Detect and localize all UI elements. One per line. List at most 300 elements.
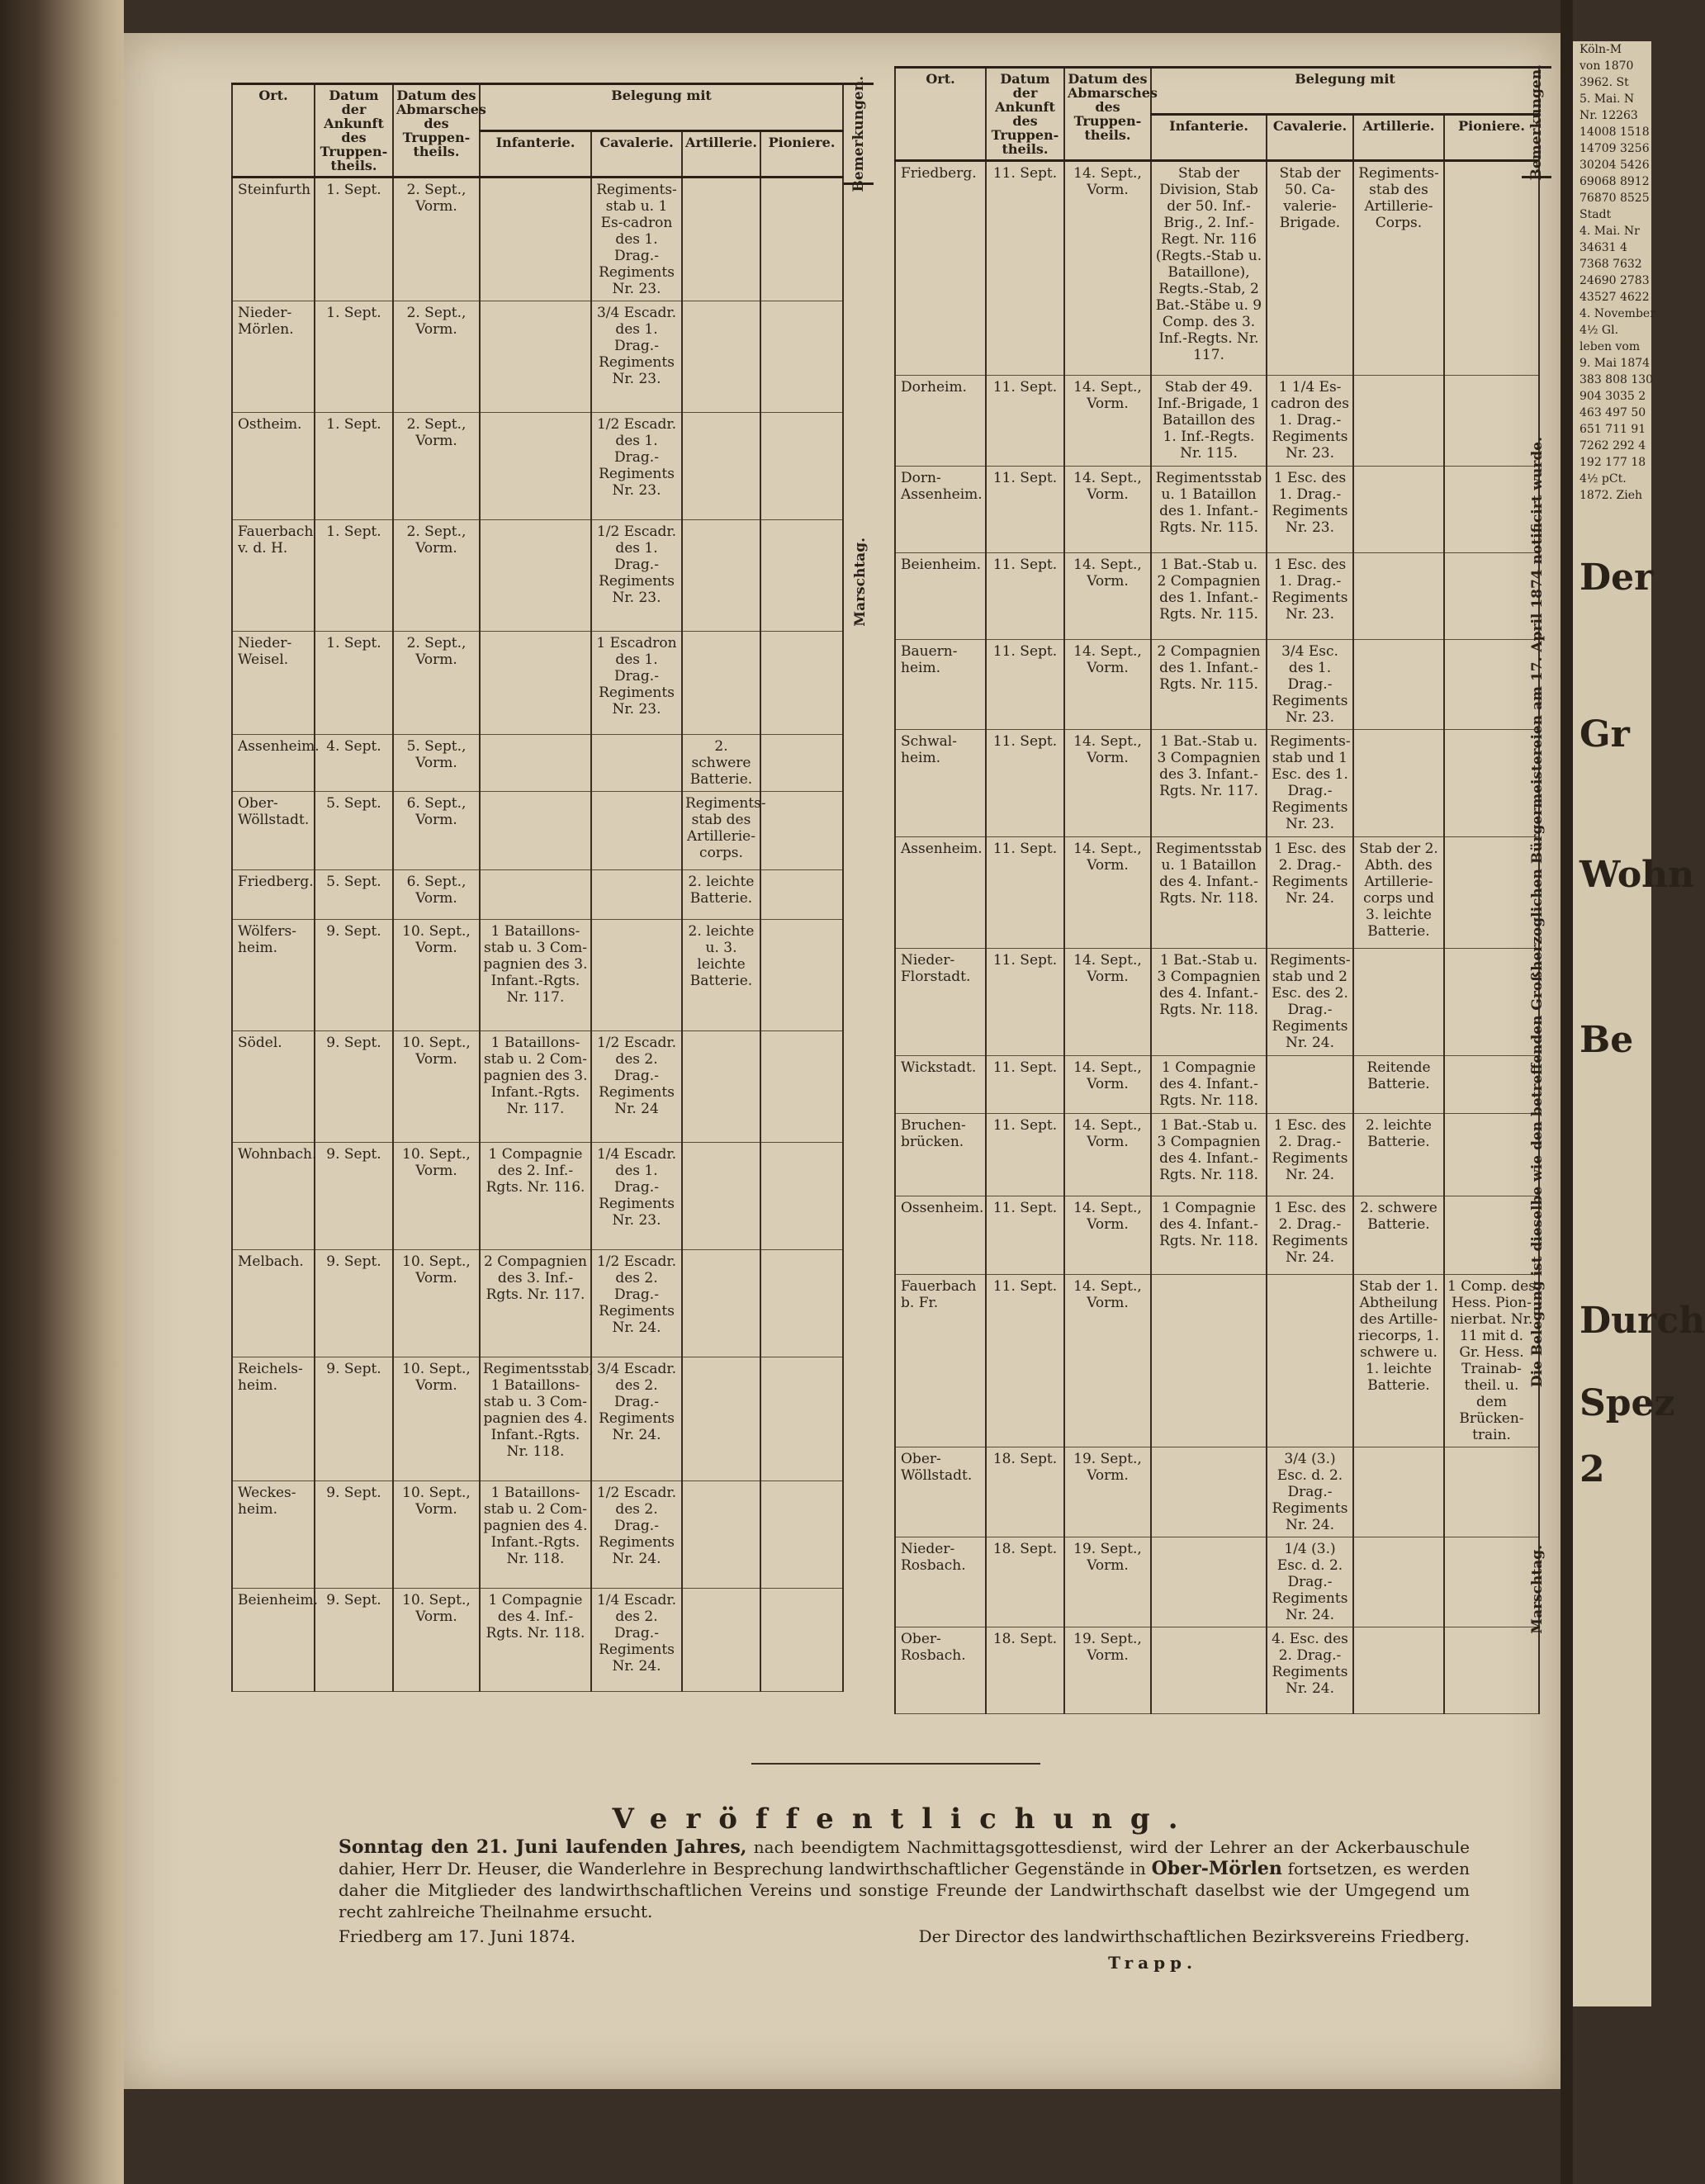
cell-ort: Assenheim. xyxy=(232,735,315,792)
table-row xyxy=(232,178,843,301)
cell-pioniere xyxy=(760,1481,843,1589)
cell-pioniere xyxy=(760,792,843,870)
next-page-line: 463 497 50 xyxy=(1579,406,1646,419)
cell-ort: Schwal-heim. xyxy=(895,730,986,837)
next-page-heading: Durch xyxy=(1579,1300,1705,1342)
header-infanterie: Infanterie. xyxy=(480,130,591,178)
cell-artillerie xyxy=(682,1143,760,1250)
cell-arrival: 1. Sept. xyxy=(315,632,393,735)
next-page-heading: Gr xyxy=(1579,713,1630,756)
next-page-line: 4½ pCt. xyxy=(1579,472,1627,486)
cell-ort: Bauern-heim. xyxy=(895,640,986,730)
cell-departure: 2. Sept., Vorm. xyxy=(393,178,480,301)
cell-arrival: 11. Sept. xyxy=(986,376,1064,467)
cell-infanterie xyxy=(480,413,591,520)
table-row xyxy=(232,520,843,632)
next-page-heading: Be xyxy=(1579,1019,1634,1061)
cell-ort: Fauerbach v. d. H. xyxy=(232,520,315,632)
table-row xyxy=(895,376,1539,467)
cell-arrival: 9. Sept. xyxy=(315,1589,393,1692)
cell-ort: Wohnbach. xyxy=(232,1143,315,1250)
next-page-line: 14008 1518 xyxy=(1579,126,1650,139)
table-row xyxy=(895,730,1539,837)
cell-ort: Melbach. xyxy=(232,1250,315,1357)
cell-pioniere: 1 Comp. des Hess. Pion-nierbat. Nr. 11 mit d. Gr. Hess. Trainab-theil. u. dem Brücken-train. xyxy=(1444,1275,1539,1447)
next-page-line: 5. Mai. N xyxy=(1579,92,1635,106)
table-row xyxy=(232,735,843,792)
cell-arrival: 1. Sept. xyxy=(315,413,393,520)
header-cavalerie: Cavalerie. xyxy=(1267,114,1353,161)
cell-arrival: 1. Sept. xyxy=(315,301,393,413)
cell-departure: 5. Sept., Vorm. xyxy=(393,735,480,792)
next-page-line: 24690 2783 xyxy=(1579,274,1650,287)
cell-arrival: 18. Sept. xyxy=(986,1537,1064,1627)
table-row xyxy=(895,1537,1539,1627)
cell-cavalerie: 1/2 Escadr. des 2. Drag.-Regiments Nr. 24 xyxy=(591,1031,682,1143)
cell-arrival: 11. Sept. xyxy=(986,1114,1064,1196)
cell-pioniere xyxy=(760,735,843,792)
next-page-heading: 2 xyxy=(1579,1448,1605,1490)
cell-artillerie xyxy=(1353,730,1444,837)
quartering-table-left xyxy=(231,83,844,1692)
cell-cavalerie: Regiments-stab und 2 Esc. des 2. Drag.-Regiments Nr. 24. xyxy=(1267,949,1353,1056)
next-page-line: Stadt xyxy=(1579,208,1612,221)
cell-departure: 14. Sept., Vorm. xyxy=(1064,949,1151,1056)
cell-arrival: 5. Sept. xyxy=(315,870,393,920)
table-row xyxy=(232,1250,843,1357)
cell-arrival: 1. Sept. xyxy=(315,178,393,301)
cell-artillerie xyxy=(1353,376,1444,467)
cell-pioniere xyxy=(760,301,843,413)
table-row xyxy=(232,870,843,920)
next-page-line: Köln-M xyxy=(1579,43,1622,56)
cell-departure: 14. Sept., Vorm. xyxy=(1064,376,1151,467)
cell-artillerie: Reitende Batterie. xyxy=(1353,1056,1444,1114)
cell-infanterie xyxy=(480,520,591,632)
cell-infanterie: Regimentsstab u. 1 Bataillon des 1. Infant.-Rgts. Nr. 115. xyxy=(1151,467,1267,553)
cell-artillerie xyxy=(682,178,760,301)
cell-artillerie: Regiments-stab des Artillerie-corps. xyxy=(682,792,760,870)
cell-cavalerie: Stab der 50. Ca-valerie-Brigade. xyxy=(1267,161,1353,376)
marschtag-text: Marschtag. xyxy=(852,538,869,627)
next-page-line: 9. Mai 1874 xyxy=(1579,357,1651,370)
cell-infanterie xyxy=(1151,1447,1267,1537)
table-row xyxy=(895,1447,1539,1537)
cell-infanterie xyxy=(1151,1627,1267,1714)
cell-departure: 14. Sept., Vorm. xyxy=(1064,553,1151,640)
table-row xyxy=(232,1357,843,1481)
cell-departure: 19. Sept., Vorm. xyxy=(1064,1447,1151,1537)
bemerkungen-label: Bemerkungen. xyxy=(850,75,867,192)
cell-cavalerie: 3/4 Esc. des 1. Drag.-Regiments Nr. 23. xyxy=(1267,640,1353,730)
announcement-title: Veröffentlichung. xyxy=(612,1803,1196,1836)
table-row xyxy=(232,1481,843,1589)
cell-departure: 14. Sept., Vorm. xyxy=(1064,161,1151,376)
cell-artillerie xyxy=(682,301,760,413)
table-row xyxy=(232,1031,843,1143)
section-divider xyxy=(751,1763,1040,1765)
table-row xyxy=(232,632,843,735)
cell-pioniere xyxy=(760,1357,843,1481)
cell-ort: Steinfurth xyxy=(232,178,315,301)
cell-arrival: 11. Sept. xyxy=(986,1056,1064,1114)
cell-cavalerie: 1/4 (3.) Esc. d. 2. Drag.-Regiments Nr. 24. xyxy=(1267,1537,1353,1627)
header-arrival-date: Datum der Ankunft des Truppen-theils. xyxy=(315,84,393,178)
cell-ort: Ober-Rosbach. xyxy=(895,1627,986,1714)
header-pioniere: Pioniere. xyxy=(760,130,843,178)
cell-artillerie: 2. leichte u. 3. leichte Batterie. xyxy=(682,920,760,1031)
cell-pioniere xyxy=(760,632,843,735)
table-row xyxy=(232,920,843,1031)
cell-ort: Wickstadt. xyxy=(895,1056,986,1114)
cell-cavalerie: 1/4 Escadr. des 1. Drag.-Regiments Nr. 23. xyxy=(591,1143,682,1250)
cell-cavalerie xyxy=(591,735,682,792)
next-page-line: 904 3035 2 xyxy=(1579,390,1646,403)
announcement-name: Trapp. xyxy=(1108,1953,1197,1973)
cell-infanterie: 2 Compagnien des 3. Inf.-Rgts. Nr. 117. xyxy=(480,1250,591,1357)
header-ort: Ort. xyxy=(895,68,986,161)
cell-artillerie: Regiments-stab des Artillerie-Corps. xyxy=(1353,161,1444,376)
header-belegung: Belegung mit xyxy=(480,84,843,131)
cell-artillerie xyxy=(682,413,760,520)
cell-pioniere xyxy=(760,920,843,1031)
cell-cavalerie xyxy=(591,792,682,870)
header-artillerie: Artillerie. xyxy=(682,130,760,178)
marschtag-label-right xyxy=(1523,1536,1551,1643)
cell-departure: 14. Sept., Vorm. xyxy=(1064,1275,1151,1447)
next-page-line: 4½ Gl. xyxy=(1579,324,1619,337)
cell-departure: 14. Sept., Vorm. xyxy=(1064,1114,1151,1196)
cell-ort: Friedberg. xyxy=(232,870,315,920)
cell-ort: Beienheim. xyxy=(895,553,986,640)
cell-ort: Ober-Wöllstadt. xyxy=(232,792,315,870)
cell-infanterie: 1 Bataillons-stab u. 2 Com-pagnien des 3. Infant.-Rgts. Nr. 117. xyxy=(480,1031,591,1143)
side-note-text: Die Belegung ist dieselbe wie den betreffenden Großherzoglichen Bürgermeistereien am 17. April 1874 notificirt wurde. xyxy=(1529,437,1546,1388)
cell-cavalerie: 1 Escadron des 1. Drag.-Regiments Nr. 23. xyxy=(591,632,682,735)
cell-pioniere xyxy=(760,1589,843,1692)
marschtag-text: Marschtag. xyxy=(1529,1545,1546,1634)
page-gutter xyxy=(1561,0,1573,2184)
cell-pioniere xyxy=(760,1143,843,1250)
cell-artillerie: 2. schwere Batterie. xyxy=(1353,1196,1444,1275)
cell-departure: 2. Sept., Vorm. xyxy=(393,632,480,735)
announcement xyxy=(339,1803,1470,1973)
cell-arrival: 5. Sept. xyxy=(315,792,393,870)
cell-ort: Nieder-Mörlen. xyxy=(232,301,315,413)
cell-ort: Weckes-heim. xyxy=(232,1481,315,1589)
cell-cavalerie xyxy=(591,920,682,1031)
cell-departure: 10. Sept., Vorm. xyxy=(393,1357,480,1481)
cell-artillerie xyxy=(1353,949,1444,1056)
cell-artillerie xyxy=(1353,1537,1444,1627)
cell-arrival: 11. Sept. xyxy=(986,467,1064,553)
cell-infanterie: Regimentsstab, 1 Bataillons-stab u. 3 Com-pagnien des 4. Infant.-Rgts. Nr. 118. xyxy=(480,1357,591,1481)
announcement-date: Friedberg am 17. Juni 1874. xyxy=(339,1926,576,1946)
cell-departure: 14. Sept., Vorm. xyxy=(1064,467,1151,553)
next-page-line: leben vom xyxy=(1579,340,1641,353)
header-artillerie: Artillerie. xyxy=(1353,114,1444,161)
cell-arrival: 9. Sept. xyxy=(315,1031,393,1143)
cell-infanterie xyxy=(480,178,591,301)
cell-artillerie xyxy=(1353,1447,1444,1537)
header-infanterie: Infanterie. xyxy=(1151,114,1267,161)
header-bemerkungen-left xyxy=(844,75,874,192)
next-page-heading: Spez xyxy=(1579,1382,1675,1424)
cell-infanterie: Stab der 49. Inf.-Brigade, 1 Bataillon des 1. Inf.-Regts. Nr. 115. xyxy=(1151,376,1267,467)
cell-departure: 10. Sept., Vorm. xyxy=(393,1250,480,1357)
announcement-signature-line xyxy=(339,1926,1470,1947)
cell-ort: Beienheim. xyxy=(232,1589,315,1692)
next-page-line: 14709 3256 xyxy=(1579,142,1650,155)
cell-cavalerie: 1 Esc. des 2. Drag.-Regiments Nr. 24. xyxy=(1267,1114,1353,1196)
cell-cavalerie: 1 Esc. des 1. Drag.-Regiments Nr. 23. xyxy=(1267,467,1353,553)
next-page-line: von 1870 xyxy=(1579,59,1634,73)
table-row xyxy=(895,640,1539,730)
cell-artillerie xyxy=(1353,1627,1444,1714)
cell-ort: Fauerbach b. Fr. xyxy=(895,1275,986,1447)
cell-cavalerie: 3/4 Escadr. des 1. Drag.-Regiments Nr. 23. xyxy=(591,301,682,413)
cell-artillerie xyxy=(682,1357,760,1481)
cell-infanterie: 1 Bat.-Stab u. 3 Compagnien des 3. Infant.-Rgts. Nr. 117. xyxy=(1151,730,1267,837)
cell-arrival: 4. Sept. xyxy=(315,735,393,792)
cell-ort: Nieder-Florstadt. xyxy=(895,949,986,1056)
cell-cavalerie: 4. Esc. des 2. Drag.-Regiments Nr. 24. xyxy=(1267,1627,1353,1714)
next-page-line: 7368 7632 xyxy=(1579,258,1642,271)
cell-infanterie xyxy=(1151,1275,1267,1447)
announcement-text-1: nach beendigtem Nachmittagsgottesdienst, wird der Lehrer an der Ackerbauschule dahier, Herr Dr. Heuser, die Wanderlehre in Besprechung landwirthschaftlicher Gegenstände in xyxy=(339,1837,1470,1878)
cell-infanterie xyxy=(1151,1537,1267,1627)
announcement-lead: Sonntag den 21. Juni laufenden Jahres, xyxy=(339,1836,747,1858)
table-row xyxy=(232,1143,843,1250)
cell-pioniere xyxy=(760,1250,843,1357)
cell-ort: Nieder-Rosbach. xyxy=(895,1537,986,1627)
next-page-line: 383 808 130 xyxy=(1579,373,1654,386)
cell-cavalerie: Regiments-stab und 1 Esc. des 1. Drag.-Regiments Nr. 23. xyxy=(1267,730,1353,837)
table-row xyxy=(232,1589,843,1692)
table-row xyxy=(232,413,843,520)
table-row xyxy=(895,1114,1539,1196)
header-pioniere: Pioniere. xyxy=(1444,114,1539,161)
table-row xyxy=(895,1627,1539,1714)
cell-ort: Assenheim. xyxy=(895,837,986,949)
cell-cavalerie xyxy=(1267,1275,1353,1447)
cell-arrival: 11. Sept. xyxy=(986,161,1064,376)
cell-cavalerie: 1/4 Escadr. des 2. Drag.-Regiments Nr. 24. xyxy=(591,1589,682,1692)
cell-arrival: 9. Sept. xyxy=(315,1357,393,1481)
cell-infanterie xyxy=(480,792,591,870)
table-row xyxy=(232,301,843,413)
cell-artillerie: 2. leichte Batterie. xyxy=(1353,1114,1444,1196)
next-page-line: 651 711 91 xyxy=(1579,423,1646,436)
table-row xyxy=(895,467,1539,553)
cell-infanterie: 1 Bat.-Stab u. 2 Compagnien des 1. Infant.-Rgts. Nr. 115. xyxy=(1151,553,1267,640)
cell-ort: Friedberg. xyxy=(895,161,986,376)
cell-artillerie xyxy=(682,520,760,632)
next-page-line: 192 177 18 xyxy=(1579,456,1646,469)
header-cavalerie: Cavalerie. xyxy=(591,130,682,178)
cell-arrival: 11. Sept. xyxy=(986,640,1064,730)
cell-infanterie: 2 Compagnien des 1. Infant.-Rgts. Nr. 115. xyxy=(1151,640,1267,730)
cell-pioniere xyxy=(760,178,843,301)
next-page-fragment xyxy=(1573,41,1705,2006)
table-row xyxy=(895,1275,1539,1447)
header-belegung: Belegung mit xyxy=(1151,68,1539,115)
cell-artillerie: Stab der 2. Abth. des Artillerie-corps und 3. leichte Batterie. xyxy=(1353,837,1444,949)
cell-infanterie: 1 Compagnie des 2. Inf.-Rgts. Nr. 116. xyxy=(480,1143,591,1250)
next-page-line: 3962. St xyxy=(1579,76,1629,89)
table-header-row xyxy=(895,68,1539,115)
cell-arrival: 9. Sept. xyxy=(315,1143,393,1250)
cell-infanterie: Regimentsstab u. 1 Bataillon des 4. Infant.-Rgts. Nr. 118. xyxy=(1151,837,1267,949)
cell-infanterie xyxy=(480,301,591,413)
cell-artillerie: 2. schwere Batterie. xyxy=(682,735,760,792)
marschtag-label-left xyxy=(846,524,874,640)
header-departure-date: Datum des Abmarsches des Truppen-theils. xyxy=(1064,68,1151,161)
cell-artillerie: Stab der 1. Abtheilung des Artille-riecorps, 1. schwere u. 1. leichte Batterie. xyxy=(1353,1275,1444,1447)
next-page-heading: Wohn xyxy=(1579,854,1695,896)
cell-ort: Nieder-Weisel. xyxy=(232,632,315,735)
cell-ort: Reichels-heim. xyxy=(232,1357,315,1481)
cell-cavalerie: 1 Esc. des 1. Drag.-Regiments Nr. 23. xyxy=(1267,553,1353,640)
cell-cavalerie: 1/2 Escadr. des 2. Drag.-Regiments Nr. 24. xyxy=(591,1250,682,1357)
table-row xyxy=(895,949,1539,1056)
table-row xyxy=(895,553,1539,640)
announcement-body xyxy=(339,1836,1470,1922)
table-row xyxy=(895,161,1539,376)
cell-cavalerie: 1 Esc. des 2. Drag.-Regiments Nr. 24. xyxy=(1267,837,1353,949)
cell-departure: 6. Sept., Vorm. xyxy=(393,870,480,920)
header-ort: Ort. xyxy=(232,84,315,178)
next-page-line: 34631 4 xyxy=(1579,241,1627,254)
cell-departure: 14. Sept., Vorm. xyxy=(1064,1056,1151,1114)
cell-artillerie xyxy=(682,1589,760,1692)
cell-infanterie xyxy=(480,632,591,735)
cell-departure: 19. Sept., Vorm. xyxy=(1064,1627,1151,1714)
cell-artillerie xyxy=(1353,640,1444,730)
cell-arrival: 18. Sept. xyxy=(986,1447,1064,1537)
header-bemerkungen-right xyxy=(1522,64,1551,181)
next-page-line: 43527 4622 xyxy=(1579,291,1650,304)
cell-cavalerie: 1/2 Escadr. des 1. Drag.-Regiments Nr. 23. xyxy=(591,413,682,520)
bemerkungen-label: Bemerkungen. xyxy=(1528,64,1545,181)
cell-cavalerie: 1/2 Escadr. des 2. Drag.-Regiments Nr. 24. xyxy=(591,1481,682,1589)
cell-departure: 2. Sept., Vorm. xyxy=(393,413,480,520)
cell-infanterie: Stab der Division, Stab der 50. Inf.-Brig., 2. Inf.-Regt. Nr. 116 (Regts.-Stab u. Bataillone), Regts.-Stab, 2 Bat.-Stäbe u. 9 Comp. des 3. Inf.-Regts. Nr. 117. xyxy=(1151,161,1267,376)
quartering-table-right xyxy=(894,66,1540,1714)
cell-infanterie: 1 Compagnie des 4. Infant.-Rgts. Nr. 118. xyxy=(1151,1056,1267,1114)
table-header-row xyxy=(232,84,843,131)
cell-ort: Dorn-Assenheim. xyxy=(895,467,986,553)
cell-artillerie xyxy=(682,1481,760,1589)
cell-pioniere xyxy=(1444,161,1539,376)
cell-pioniere xyxy=(760,1031,843,1143)
cell-cavalerie: 1 Esc. des 2. Drag.-Regiments Nr. 24. xyxy=(1267,1196,1353,1275)
cell-arrival: 18. Sept. xyxy=(986,1627,1064,1714)
table-row xyxy=(232,792,843,870)
next-page-line: Nr. 12263 xyxy=(1579,109,1638,122)
cell-artillerie xyxy=(682,632,760,735)
cell-infanterie: 1 Bat.-Stab u. 3 Compagnien des 4. Infant.-Rgts. Nr. 118. xyxy=(1151,949,1267,1056)
cell-cavalerie: 3/4 (3.) Esc. d. 2. Drag.-Regiments Nr. 24. xyxy=(1267,1447,1353,1537)
table-row xyxy=(895,837,1539,949)
cell-arrival: 11. Sept. xyxy=(986,837,1064,949)
cell-artillerie xyxy=(682,1250,760,1357)
cell-infanterie: 1 Bataillons-stab u. 3 Com-pagnien des 3. Infant.-Rgts. Nr. 117. xyxy=(480,920,591,1031)
next-page-line: 76870 8525 xyxy=(1579,192,1650,205)
announcement-text-2: fortsetzen, es werden daher die Mitglieder des landwirthschaftlichen Vereins und sonstige Freunde der Landwirthschaft daselbst wie der Umgegend um recht zahlreiche Theilnahme ersucht. xyxy=(339,1859,1470,1921)
cell-arrival: 11. Sept. xyxy=(986,553,1064,640)
header-arrival-date: Datum der Ankunft des Truppen-theils. xyxy=(986,68,1064,161)
cell-pioniere xyxy=(760,520,843,632)
cell-arrival: 11. Sept. xyxy=(986,730,1064,837)
cell-departure: 10. Sept., Vorm. xyxy=(393,1589,480,1692)
cell-ort: Ossenheim. xyxy=(895,1196,986,1275)
cell-arrival: 9. Sept. xyxy=(315,1481,393,1589)
cell-infanterie: 1 Bat.-Stab u. 3 Compagnien des 4. Infant.-Rgts. Nr. 118. xyxy=(1151,1114,1267,1196)
cell-cavalerie xyxy=(591,870,682,920)
cell-ort: Dorheim. xyxy=(895,376,986,467)
cell-departure: 10. Sept., Vorm. xyxy=(393,920,480,1031)
next-page-heading: Der xyxy=(1579,557,1654,599)
cell-departure: 10. Sept., Vorm. xyxy=(393,1031,480,1143)
cell-artillerie xyxy=(1353,467,1444,553)
announcement-place: Ober-Mörlen xyxy=(1151,1858,1282,1879)
cell-cavalerie: 1 1/4 Es-cadron des 1. Drag.-Regiments Nr. 23. xyxy=(1267,376,1353,467)
cell-infanterie: 1 Compagnie des 4. Inf.-Rgts. Nr. 118. xyxy=(480,1589,591,1692)
next-page-line: 1872. Zieh xyxy=(1579,489,1643,502)
cell-pioniere xyxy=(760,413,843,520)
cell-infanterie: 1 Compagnie des 4. Infant.-Rgts. Nr. 118. xyxy=(1151,1196,1267,1275)
next-page-line: 30204 5426 xyxy=(1579,159,1650,172)
cell-departure: 14. Sept., Vorm. xyxy=(1064,730,1151,837)
cell-cavalerie: Regiments-stab u. 1 Es-cadron des 1. Drag.-Regiments Nr. 23. xyxy=(591,178,682,301)
cell-ort: Ober-Wöllstadt. xyxy=(895,1447,986,1537)
cell-cavalerie: 3/4 Escadr. des 2. Drag.-Regiments Nr. 24. xyxy=(591,1357,682,1481)
cell-departure: 2. Sept., Vorm. xyxy=(393,520,480,632)
table-row xyxy=(895,1196,1539,1275)
cell-arrival: 9. Sept. xyxy=(315,920,393,1031)
cell-artillerie xyxy=(1353,553,1444,640)
next-page-line: 69068 8912 xyxy=(1579,175,1650,188)
cell-departure: 19. Sept., Vorm. xyxy=(1064,1537,1151,1627)
cell-departure: 2. Sept., Vorm. xyxy=(393,301,480,413)
next-page-line: 4. Mai. Nr xyxy=(1579,225,1640,238)
cell-infanterie xyxy=(480,870,591,920)
table-row xyxy=(895,1056,1539,1114)
cell-infanterie xyxy=(480,735,591,792)
cell-infanterie: 1 Bataillons-stab u. 2 Com-pagnien des 4. Infant.-Rgts. Nr. 118. xyxy=(480,1481,591,1589)
cell-arrival: 9. Sept. xyxy=(315,1250,393,1357)
cell-arrival: 11. Sept. xyxy=(986,1275,1064,1447)
cell-departure: 14. Sept., Vorm. xyxy=(1064,640,1151,730)
header-departure-date: Datum des Abmarsches des Truppen-theils. xyxy=(393,84,480,178)
cell-ort: Södel. xyxy=(232,1031,315,1143)
cell-arrival: 11. Sept. xyxy=(986,1196,1064,1275)
announcement-signatory: Der Director des landwirthschaftlichen Bezirksvereins Friedberg. xyxy=(918,1926,1470,1946)
cell-artillerie xyxy=(682,1031,760,1143)
cell-pioniere xyxy=(760,870,843,920)
cell-artillerie: 2. leichte Batterie. xyxy=(682,870,760,920)
cell-arrival: 11. Sept. xyxy=(986,949,1064,1056)
book-edge xyxy=(0,0,124,2184)
cell-cavalerie xyxy=(1267,1056,1353,1114)
cell-ort: Wölfers-heim. xyxy=(232,920,315,1031)
cell-departure: 10. Sept., Vorm. xyxy=(393,1143,480,1250)
cell-ort: Ostheim. xyxy=(232,413,315,520)
next-page-line: 4. November xyxy=(1579,307,1655,320)
cell-departure: 10. Sept., Vorm. xyxy=(393,1481,480,1589)
cell-departure: 14. Sept., Vorm. xyxy=(1064,1196,1151,1275)
